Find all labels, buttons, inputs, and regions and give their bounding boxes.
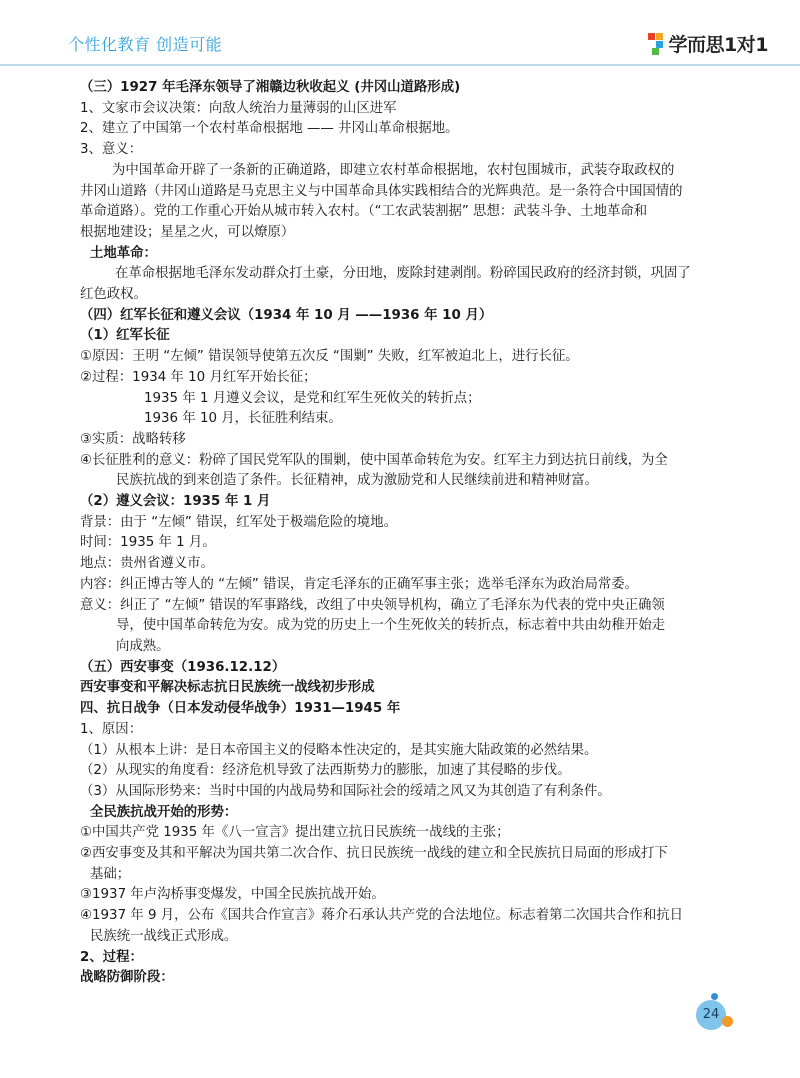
subsection-heading: （2）遵义会议：1935 年 1 月 (80, 494, 271, 510)
text-line-continuation: 导，使中国革命转危为安。成为党的历史上一个生死攸关的转折点，标志着中共由幼稚开始走 (116, 618, 666, 634)
logo-icon (648, 33, 666, 55)
subsection-heading: （1）红军长征 (80, 328, 170, 344)
list-item: ③实质：战略转移 (80, 431, 186, 447)
section-heading: （四）红军长征和遵义会议（1934 年 10 月 ——1936 年 10 月） (80, 307, 493, 323)
list-item-continuation: 民族统一战线正式形成。 (90, 928, 238, 944)
list-item-continuation: 1936 年 10 月，长征胜利结束。 (144, 411, 342, 427)
text-line: 意义：纠正了 “左倾” 错误的军事路线，改组了中央领导机构，确立了毛泽东为代表的党中央正确领 (80, 597, 665, 613)
paragraph-line: 为中国革命开辟了一条新的正确道路，即建立农村革命根据地，农村包围城市，武装夺取政权的 (112, 162, 675, 178)
paragraph-line: 在革命根据地毛泽东发动群众打土豪，分田地，废除封建剥削。粉碎国民政府的经济封锁，巩固了 (115, 266, 691, 282)
list-item: ④1937 年 9 月，公布《国共合作宣言》蒋介石承认共产党的合法地位。标志着第二次国共合作和抗日 (80, 908, 683, 924)
text-line: 内容：纠正博古等人的 “左倾” 错误，肯定毛泽东的正确军事主张；选举毛泽东为政治局常委。 (80, 576, 639, 592)
text-line: 时间：1935 年 1 月。 (80, 535, 216, 551)
section-heading: （三）1927 年毛泽东领导了湘赣边秋收起义 (井冈山道路形成) (80, 80, 461, 95)
list-item: ②过程：1934 年 10 月红军开始长征； (80, 369, 317, 385)
paragraph-line: 红色政权。 (80, 287, 147, 303)
page-header (0, 0, 800, 66)
brand-logo (648, 30, 768, 57)
decorative-dot (711, 993, 718, 1000)
list-item: ①中国共产党 1935 年《八一宣言》提出建立抗日民族统一战线的主张； (80, 825, 510, 841)
list-item: （2）从现实的角度看：经济危机导致了法西斯势力的膨胀，加速了其侵略的步伐。 (80, 763, 571, 779)
subsection-heading: 全民族抗战开始的形势： (90, 804, 238, 820)
paragraph-line: 井冈山道路（井冈山道路是马克思主义与中国革命具体实践相结合的光辉典范。是一条符合中国国情的 (80, 183, 683, 199)
subsection-heading: 战略防御阶段： (80, 970, 174, 986)
paragraph-line: 根据地建设；星星之火，可以燎原） (80, 224, 295, 240)
text-line-continuation: 向成熟。 (116, 638, 170, 654)
text-line: 地点：贵州省遵义市。 (80, 556, 214, 572)
page-number: 24 (696, 1000, 726, 1030)
list-item-continuation: 民族抗战的到来创造了条件。长征精神，成为激励党和人民继续前进和精神财富。 (116, 473, 599, 489)
list-item-continuation: 基础； (90, 866, 131, 882)
paragraph-line: 革命道路）。党的工作重心开始从城市转入农村。（“工农武装割据” 思想：武装斗争、土地革命和 (80, 204, 648, 220)
list-item: （3）从国际形势来：当时中国的内战局势和国际社会的绥靖之风又为其创造了有利条件。 (80, 783, 611, 799)
text-line: 背景：由于 “左倾” 错误，红军处于极端危险的境地。 (80, 514, 397, 530)
list-item-continuation: 1935 年 1 月遵义会议，是党和红军生死攸关的转折点； (144, 390, 481, 406)
document-body (80, 78, 720, 989)
logo-text: 学而思1对1 (668, 34, 768, 56)
text-line: 3、意义： (80, 142, 143, 158)
text-line: 2、建立了中国第一个农村革命根据地 —— 井冈山革命根据地。 (80, 121, 459, 137)
header-slogan: 个性化教育 创造可能 (68, 35, 223, 54)
text-line: 1、文家市会议决策：向敌人统治力量薄弱的山区进军 (80, 100, 397, 116)
list-item: （1）从根本上讲：是日本帝国主义的侵略本性决定的，是其实施大陆政策的必然结果。 (80, 742, 598, 758)
decorative-dot (722, 1016, 733, 1027)
text-line: 1、原因： (80, 721, 143, 737)
subsection-heading: 土地革命： (90, 245, 157, 261)
list-item: ④长征胜利的意义：粉碎了国民党军队的围剿，使中国革命转危为安。红军主力到达抗日前线，为全 (80, 452, 668, 468)
header-divider (0, 64, 800, 66)
list-item: ③1937 年卢沟桥事变爆发，中国全民族抗战开始。 (80, 887, 385, 903)
section-heading: 2、过程： (80, 949, 143, 965)
section-heading: （五）西安事变（1936.12.12） (80, 659, 286, 675)
list-item: ②西安事变及其和平解决为国共第二次合作、抗日民族统一战线的建立和全民族抗日局面的形成打下 (80, 846, 668, 862)
bold-statement: 西安事变和平解决标志抗日民族统一战线初步形成 (80, 680, 375, 696)
list-item: ①原因：王明 “左倾” 错误领导使第五次反 “围剿” 失败，红军被迫北上，进行长征。 (80, 349, 579, 365)
section-heading: 四、抗日战争（日本发动侵华战争）1931—1945 年 (80, 701, 401, 717)
